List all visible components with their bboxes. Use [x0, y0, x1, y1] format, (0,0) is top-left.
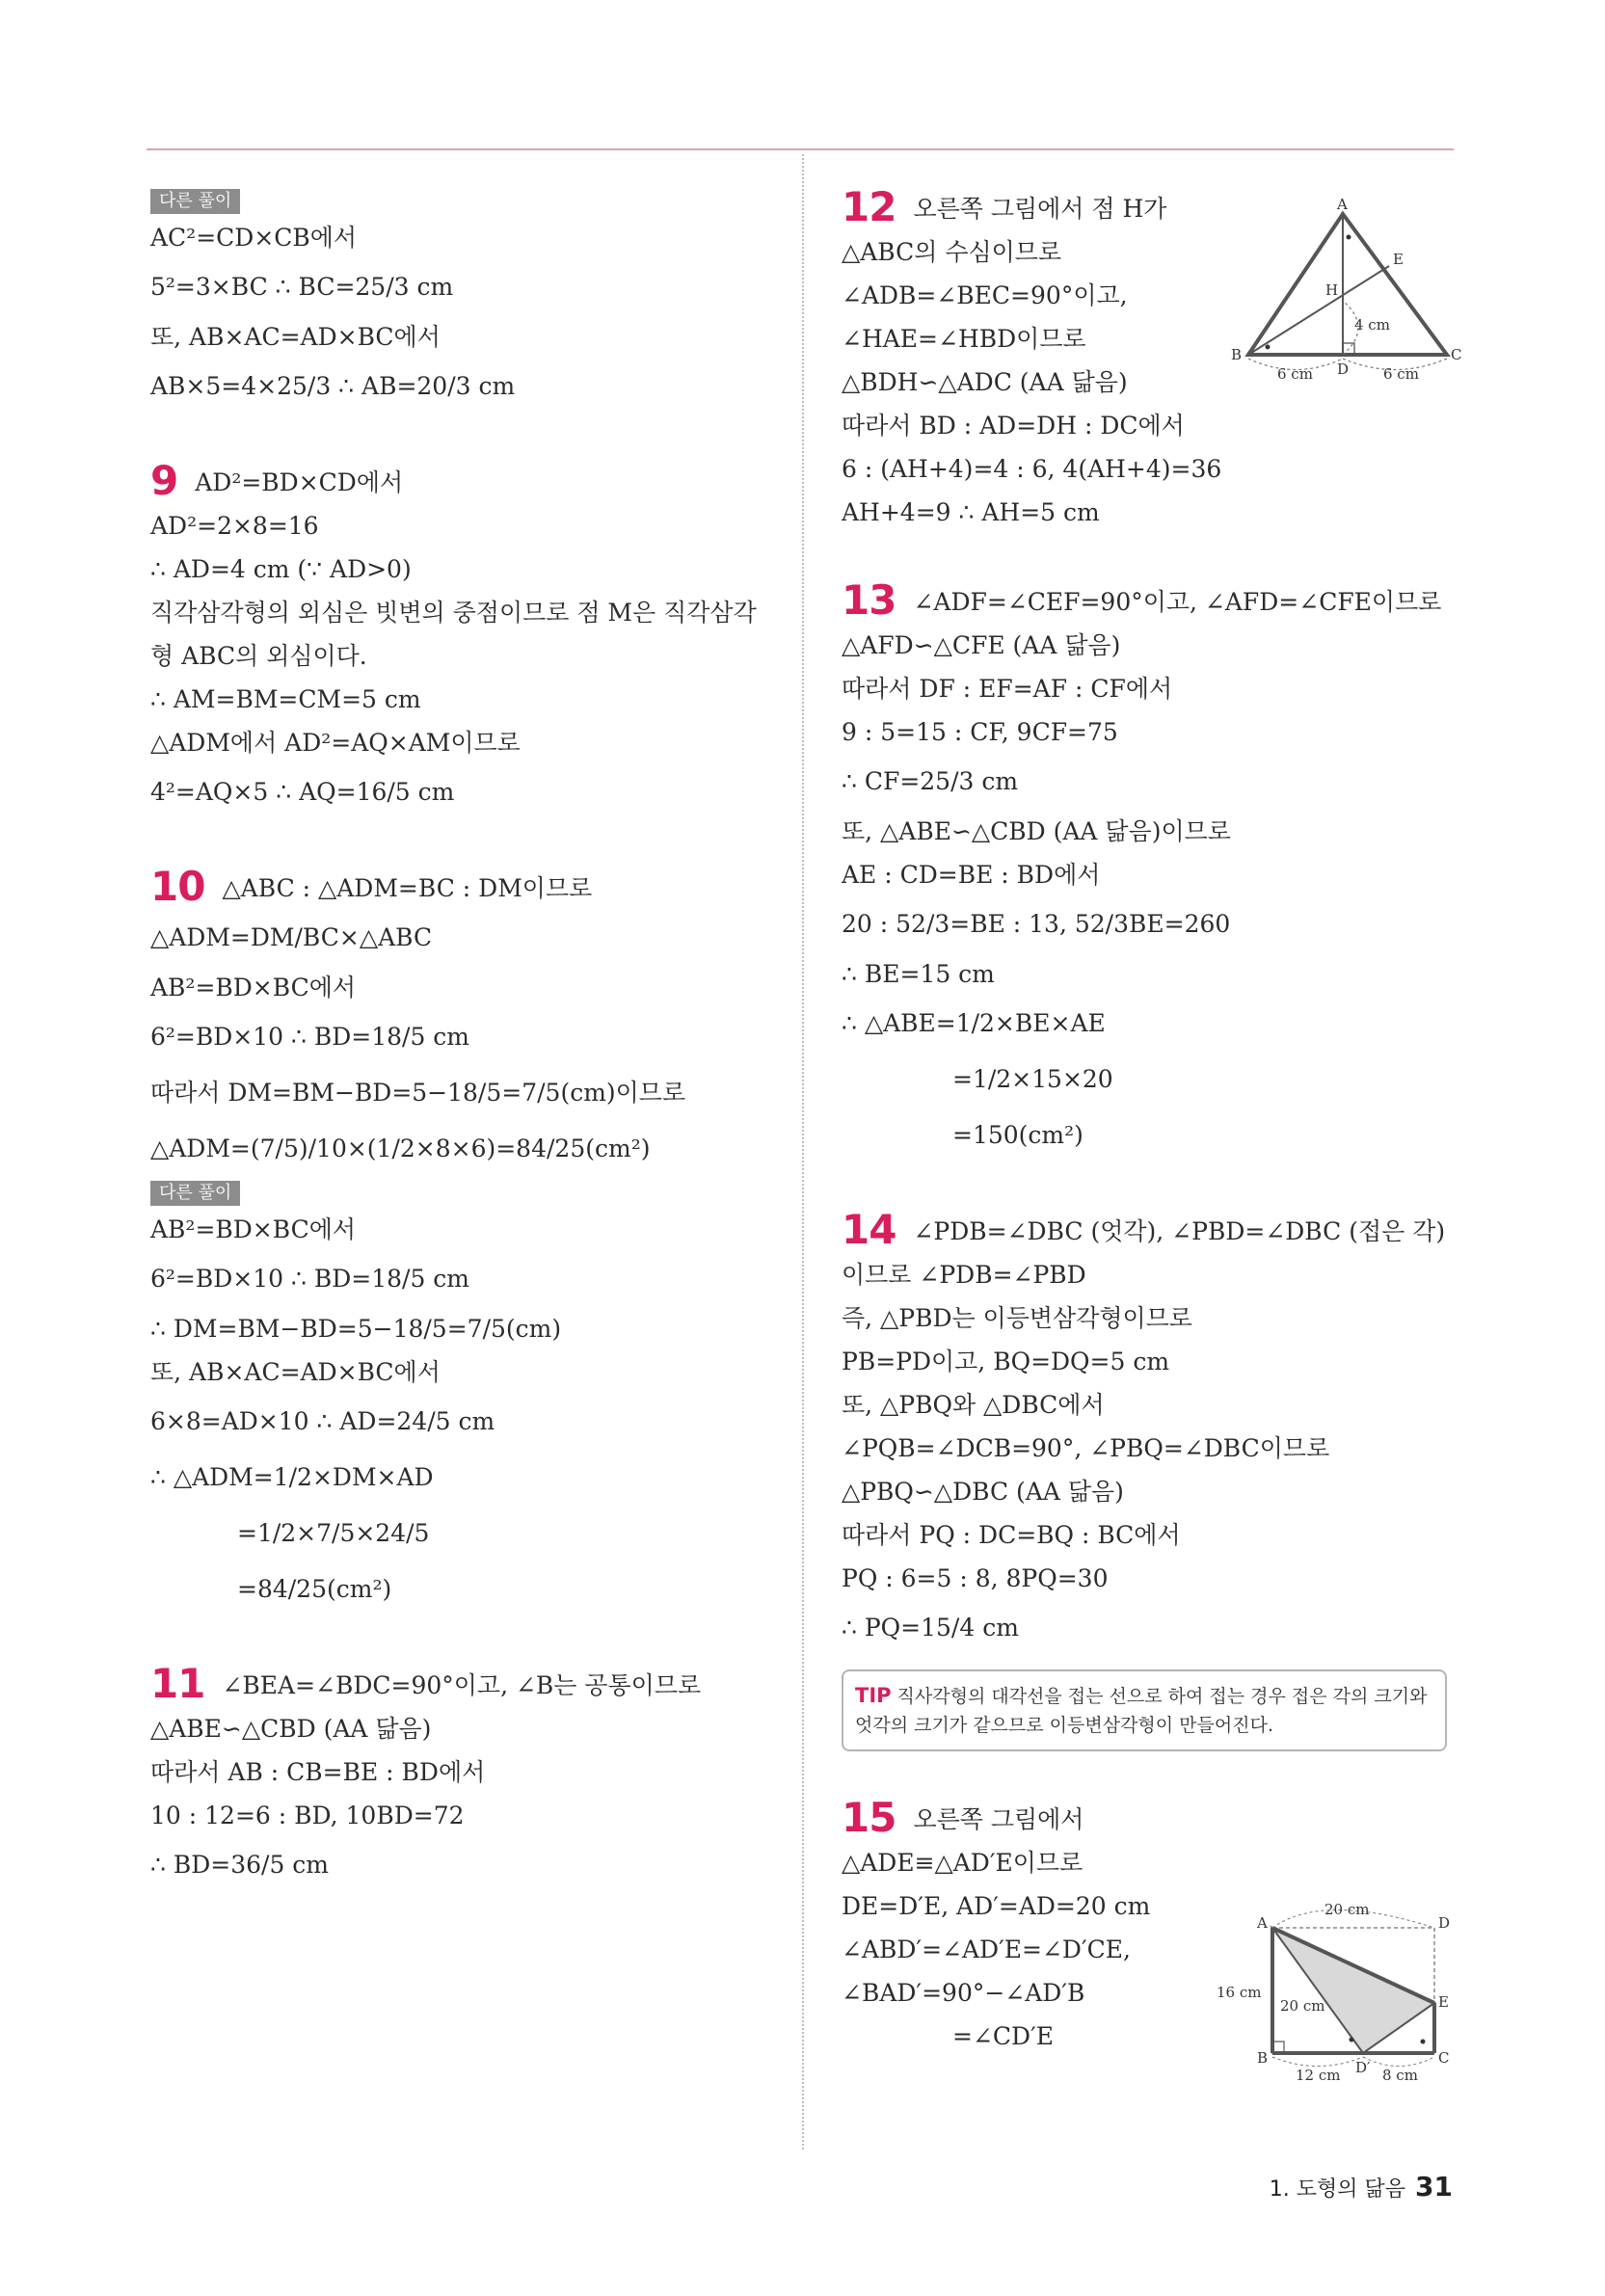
solution-line: ∠ABD′=∠AD′E=∠D′CE, [842, 1936, 1131, 1963]
solution-line: AD²=2×8=16 [150, 512, 319, 540]
alt-solution-badge: 다른 풀이 [150, 1181, 240, 1206]
label-a: A [1257, 1914, 1268, 1932]
right-column [842, 185, 1458, 2058]
triangle-figure-12 [1219, 193, 1465, 386]
solution-line: =∠CD′E [952, 2022, 1054, 2050]
label-diag: 20 cm [1280, 1997, 1325, 2015]
solution-line: 9 : 5=15 : CF, 9CF=75 [842, 718, 1118, 746]
label-e: E [1393, 251, 1404, 268]
tip-text: 직사각형의 대각선을 접는 선으로 하여 접는 경우 접은 각의 크기와 엇각의 크기가 같으므로 이등변삼각형이 만들어진다. [855, 1686, 1428, 1736]
label-d: D [1337, 360, 1350, 378]
page-footer [1270, 2171, 1453, 2203]
solution-line: 6²=BD×10 ∴ BD=18/5 cm [150, 1023, 470, 1051]
label-b: B [1231, 346, 1243, 363]
top-rule [147, 148, 1454, 150]
solution-line: △ABE∽△CBD (AA 닮음) [150, 1715, 432, 1743]
problem-14 [842, 1208, 1458, 1751]
solution-line: 따라서 DM=BM−BD=5−18/5=7/5(cm)이므로 [150, 1079, 686, 1107]
problem-number: 10 [150, 863, 205, 910]
solution-line: 6 : (AH+4)=4 : 6, 4(AH+4)=36 [842, 455, 1222, 483]
label-b: B [1257, 2049, 1269, 2067]
chapter-title: 1. 도형의 닮음 [1269, 2177, 1406, 2202]
solution-line: ∠BAD′=90°−∠AD′B [842, 1979, 1085, 2007]
alt-solution-2 [150, 1177, 777, 1617]
solution-line: AH+4=9 ∴ AH=5 cm [842, 498, 1100, 526]
solution-line: 4²=AQ×5 ∴ AQ=16/5 cm [150, 778, 455, 806]
solution-line: △ADM=(7/5)/10×(1/2×8×6)=84/25(cm²) [150, 1135, 651, 1162]
solution-line: ∴ BE=15 cm [842, 960, 995, 988]
solution-line: 따라서 AB : CB=BE : BD에서 [150, 1758, 486, 1786]
solution-line: △ABC의 수심이므로 [842, 238, 1062, 266]
solution-line: ∠PQB=∠DCB=90°, ∠PBQ=∠DBC이므로 [842, 1434, 1330, 1462]
solution-line: 오른쪽 그림에서 점 H가 [913, 195, 1167, 223]
solution-line: =150(cm²) [952, 1121, 1083, 1149]
solution-line: 따라서 DF : EF=AF : CF에서 [842, 675, 1173, 703]
problem-13 [842, 578, 1458, 1163]
solution-line: 5²=3×BC ∴ BC=25/3 cm [150, 273, 454, 301]
label-c: C [1451, 346, 1462, 363]
tip-box [842, 1669, 1447, 1751]
solution-line: =1/2×15×20 [952, 1065, 1113, 1093]
problem-number: 12 [842, 183, 896, 230]
solution-line: AC²=CD×CB에서 [150, 224, 358, 252]
problem-number: 13 [842, 576, 896, 624]
solution-line: ∠ADF=∠CEF=90°이고, ∠AFD=∠CFE이므로 [913, 588, 1442, 616]
solution-line: ∠HAE=∠HBD이므로 [842, 325, 1086, 353]
problem-11 [150, 1662, 777, 1893]
solution-line: 이므로 ∠PDB=∠PBD [842, 1261, 1086, 1289]
solution-line: △ADM에서 AD²=AQ×AM이므로 [150, 729, 521, 757]
label-dc: 6 cm [1383, 365, 1419, 383]
tip-tag: TIP [855, 1684, 892, 1707]
label-c: C [1438, 2049, 1450, 2067]
solution-line: AB²=BD×BC에서 [150, 974, 357, 1001]
solution-line: ∴ △ADM=1/2×DM×AD [150, 1463, 434, 1491]
solution-line: 오른쪽 그림에서 [913, 1805, 1084, 1833]
solution-line: 형 ABC의 외심이다. [150, 642, 367, 670]
solution-line: 즉, △PBD는 이등변삼각형이므로 [842, 1304, 1192, 1332]
solution-line: PQ : 6=5 : 8, 8PQ=30 [842, 1564, 1109, 1592]
solution-line: ∴ CF=25/3 cm [842, 767, 1019, 795]
left-column [150, 185, 777, 1893]
problem-number: 11 [150, 1660, 205, 1707]
problem-9 [150, 459, 777, 820]
label-bdp: 12 cm [1296, 2067, 1341, 2084]
solution-line: ∴ DM=BM−BD=5−18/5=7/5(cm) [150, 1315, 562, 1343]
alt-solution-badge: 다른 풀이 [150, 189, 240, 214]
solution-line: ∴ AD=4 cm (∵ AD>0) [150, 555, 412, 583]
solution-line: =84/25(cm²) [237, 1575, 392, 1603]
label-h: H [1325, 281, 1339, 299]
label-e: E [1438, 1993, 1449, 2011]
label-left: 16 cm [1217, 1984, 1262, 2001]
solution-line: AB²=BD×BC에서 [150, 1215, 357, 1243]
label-hd: 4 cm [1354, 316, 1390, 334]
solution-line: ∴ BD=36/5 cm [150, 1851, 330, 1879]
rectangle-fold-figure-15 [1217, 1897, 1458, 2090]
label-dpc: 8 cm [1382, 2067, 1418, 2084]
label-d-prime: D′ [1355, 2059, 1371, 2076]
solution-line: 또, △ABE∽△CBD (AA 닮음)이므로 [842, 817, 1231, 845]
solution-line: AE : CD=BE : BD에서 [842, 861, 1101, 889]
problem-10 [150, 865, 777, 1177]
column-divider [802, 154, 804, 2149]
solution-line: △ABC : △ADM=BC : DM이므로 [222, 874, 593, 902]
problem-number: 15 [842, 1794, 896, 1841]
solution-line: ∴ AM=BM=CM=5 cm [150, 685, 421, 713]
solution-line: △PBQ∽△DBC (AA 닮음) [842, 1478, 1124, 1506]
label-a: A [1337, 196, 1348, 213]
solution-line: ∠PDB=∠DBC (엇각), ∠PBD=∠DBC (접은 각) [913, 1217, 1446, 1245]
solution-line: 또, AB×AC=AD×BC에서 [150, 1358, 441, 1386]
solution-line: DE=D′E, AD′=AD=20 cm [842, 1892, 1151, 1920]
solution-line: △AFD∽△CFE (AA 닮음) [842, 631, 1121, 659]
label-d: D [1438, 1914, 1451, 1932]
label-bd: 6 cm [1277, 365, 1313, 383]
solution-line: AD²=BD×CD에서 [195, 468, 404, 496]
solution-line: 따라서 BD : AD=DH : DC에서 [842, 412, 1185, 440]
solution-line: ∠BEA=∠BDC=90°이고, ∠B는 공통이므로 [222, 1671, 702, 1699]
problem-number: 9 [150, 457, 178, 504]
solution-line: ∴ PQ=15/4 cm [842, 1614, 1019, 1642]
solution-line: 직각삼각형의 외심은 빗변의 중점이므로 점 M은 직각삼각 [150, 599, 757, 627]
solution-line: 10 : 12=6 : BD, 10BD=72 [150, 1802, 465, 1829]
alt-solution-1 [150, 185, 777, 414]
solution-line: =1/2×7/5×24/5 [237, 1519, 430, 1547]
solution-line: 20 : 52/3=BE : 13, 52/3BE=260 [842, 910, 1231, 938]
label-top: 20 cm [1324, 1901, 1370, 1918]
solution-line: △ADE≡△AD′E이므로 [842, 1849, 1083, 1877]
solution-line: 또, AB×AC=AD×BC에서 [150, 323, 441, 351]
solution-line: PB=PD이고, BQ=DQ=5 cm [842, 1348, 1170, 1375]
solution-line: △BDH∽△ADC (AA 닮음) [842, 368, 1128, 396]
solution-line: 6×8=AD×10 ∴ AD=24/5 cm [150, 1407, 495, 1435]
solution-line: 또, △PBQ와 △DBC에서 [842, 1391, 1105, 1419]
solution-line: △ADM=DM/BC×△ABC [150, 923, 433, 951]
solution-line: ∠ADB=∠BEC=90°이고, [842, 281, 1128, 309]
page-number: 31 [1415, 2171, 1453, 2203]
solution-line: AB×5=4×25/3 ∴ AB=20/3 cm [150, 372, 516, 400]
solution-line: 따라서 PQ : DC=BQ : BC에서 [842, 1521, 1181, 1549]
solution-line: ∴ △ABE=1/2×BE×AE [842, 1009, 1106, 1037]
problem-number: 14 [842, 1206, 896, 1253]
solution-line: 6²=BD×10 ∴ BD=18/5 cm [150, 1265, 470, 1293]
